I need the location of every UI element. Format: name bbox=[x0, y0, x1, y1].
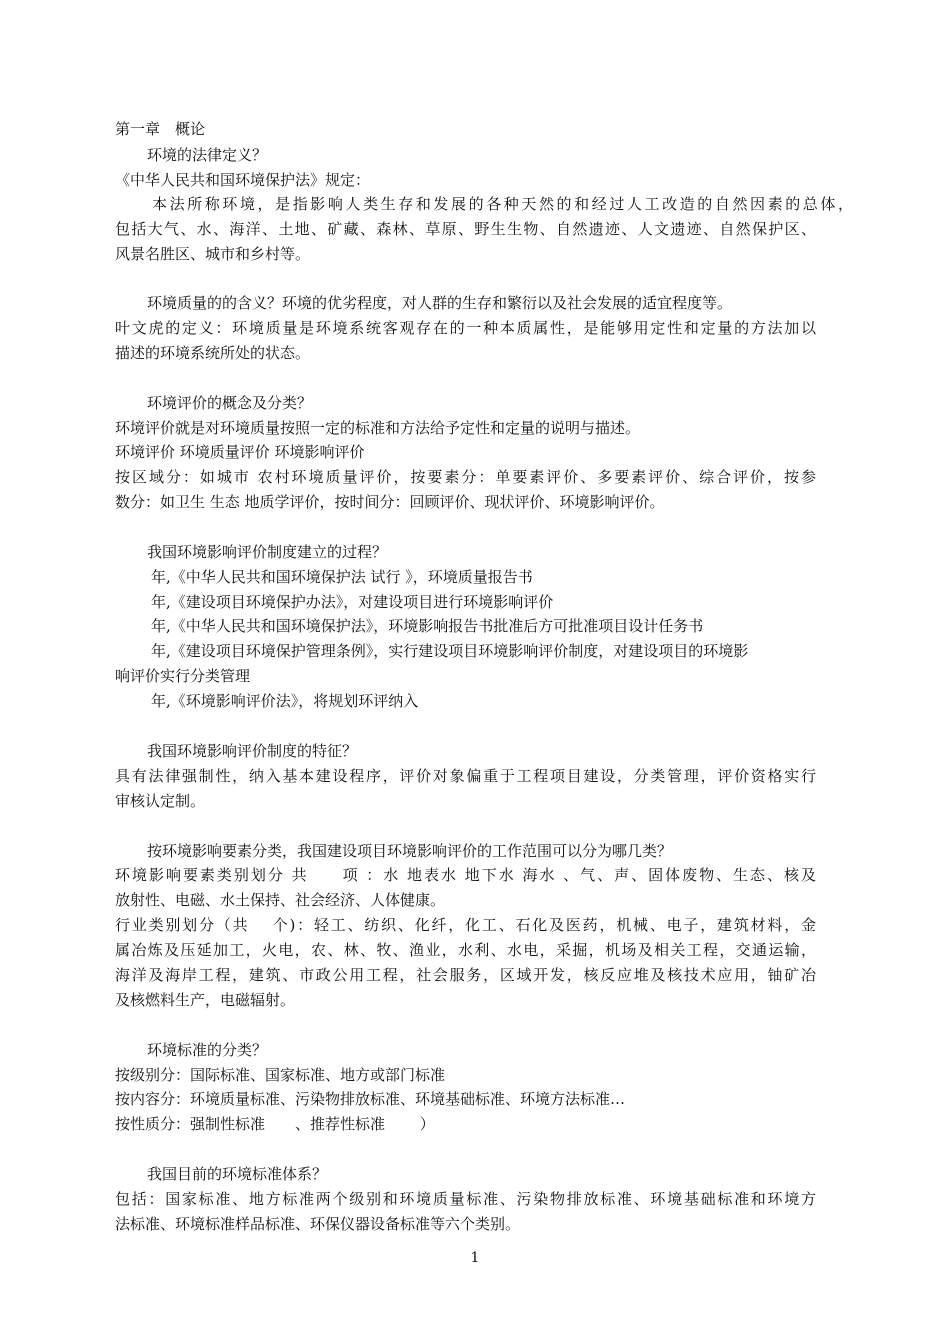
text-line: 包括：国家标准、地方标准两个级别和环境质量标准、污染物排放标准、环境基础标准和环境方 bbox=[115, 1190, 816, 1208]
text-line: 我国环境影响评价制度的特征？ bbox=[147, 742, 358, 760]
text-line: 我国环境影响评价制度建立的过程？ bbox=[147, 543, 388, 561]
text-line: 叶文虎的定义：环境质量是环境系统客观存在的一种本质属性，是能够用定性和定量的方法加以 bbox=[115, 319, 816, 337]
text-line: 年,《建设项目环境保护管理条例》，实行建设项目环境影响评价制度，对建设项目的环境影 bbox=[151, 642, 749, 660]
text-line: 环境影响要素类别划分 共 项 ：水 地表水 地下水 海水 、气、声、固体废物、生态、核及 bbox=[115, 866, 816, 884]
text-line: 《中华人民共和国环境保护法》规定： bbox=[115, 171, 371, 189]
text-line: 审核认定制。 bbox=[115, 792, 206, 810]
text-line: 及核燃料生产，电磁辐射。 bbox=[115, 991, 296, 1009]
text-line: 风景名胜区、城市和乡村等。 bbox=[115, 245, 311, 263]
text-line: 放射性、电磁、水土保持、社会经济、人体健康。 bbox=[115, 891, 446, 909]
text-line: 按性质分：强制性标准 、推荐性标准 ） bbox=[115, 1115, 435, 1133]
text-line: 属冶炼及压延加工，火电，农、林、牧、渔业，水利、水电，采掘，机场及相关工程，交通运输， bbox=[115, 941, 816, 959]
text-line: 环境评价 环境质量评价 环境影响评价 bbox=[115, 443, 365, 461]
text-line: 环境标准的分类？ bbox=[147, 1041, 268, 1059]
text-line: 具有法律强制性，纳入基本建设程序，评价对象偏重于工程项目建设，分类管理，评价资格实行 bbox=[115, 767, 816, 785]
text-line: 法标准、环境标准样品标准、环保仪器设备标准等六个类别。 bbox=[115, 1215, 521, 1233]
text-line: 本法所称环境，是指影响人类生存和发展的各种天然的和经过人工改造的自然因素的总体， bbox=[152, 195, 853, 213]
text-line: 年,《环境影响评价法》，将规划环评纳入 bbox=[151, 692, 419, 710]
text-line: 年,《中华人民共和国环境保护法》，环境影响报告书批准后方可批准项目设计任务书 bbox=[151, 617, 704, 635]
text-line: 环境的法律定义？ bbox=[147, 146, 268, 164]
text-line: 年,《中华人民共和国环境保护法 试行 》，环境质量报告书 bbox=[151, 568, 533, 586]
text-line: 我国目前的环境标准体系？ bbox=[147, 1165, 328, 1183]
text-line: 按内容分：环境质量标准、污染物排放标准、环境基础标准、环境方法标准… bbox=[115, 1090, 626, 1108]
text-line: 年,《建设项目环境保护办法》，对建设项目进行环境影响评价 bbox=[151, 593, 554, 611]
text-line: 包括大气、水、海洋、土地、矿藏、森林、草原、野生生物、自然遗迹、人文遗迹、自然保护区、 bbox=[115, 220, 816, 238]
text-line: 环境评价的概念及分类？ bbox=[147, 394, 313, 412]
text-line: 第一章 概论 bbox=[115, 120, 206, 138]
text-line: 按环境影响要素分类，我国建设项目环境影响评价的工作范围可以分为哪几类？ bbox=[147, 842, 673, 860]
text-line: 行业类别划分（共 个)：轻工、纺织、化纤，化工、石化及医药，机械、电子，建筑材料，金 bbox=[115, 916, 816, 934]
text-line: 响评价实行分类管理 bbox=[115, 667, 251, 685]
page-number: 1 bbox=[470, 1250, 480, 1266]
text-line: 按区域分：如城市 农村环境质量评价，按要素分：单要素评价、多要素评价、综合评价，按参 bbox=[115, 468, 816, 486]
text-line: 环境评价就是对环境质量按照一定的标准和方法给予定性和定量的说明与描述。 bbox=[115, 419, 641, 437]
text-line: 描述的环境系统所处的状态。 bbox=[115, 344, 311, 362]
text-line: 环境质量的的含义？环境的优劣程度，对人群的生存和繁衍以及社会发展的适宜程度等。 bbox=[147, 294, 733, 312]
text-line: 数分：如卫生 生态 地质学评价，按时间分：回顾评价、现状评价、环境影响评价。 bbox=[115, 493, 665, 511]
text-line: 按级别分：国际标准、国家标准、地方或部门标准 bbox=[115, 1066, 446, 1084]
text-line: 海洋及海岸工程，建筑、市政公用工程，社会服务，区域开发，核反应堆及核技术应用，铀矿冶 bbox=[115, 966, 816, 984]
